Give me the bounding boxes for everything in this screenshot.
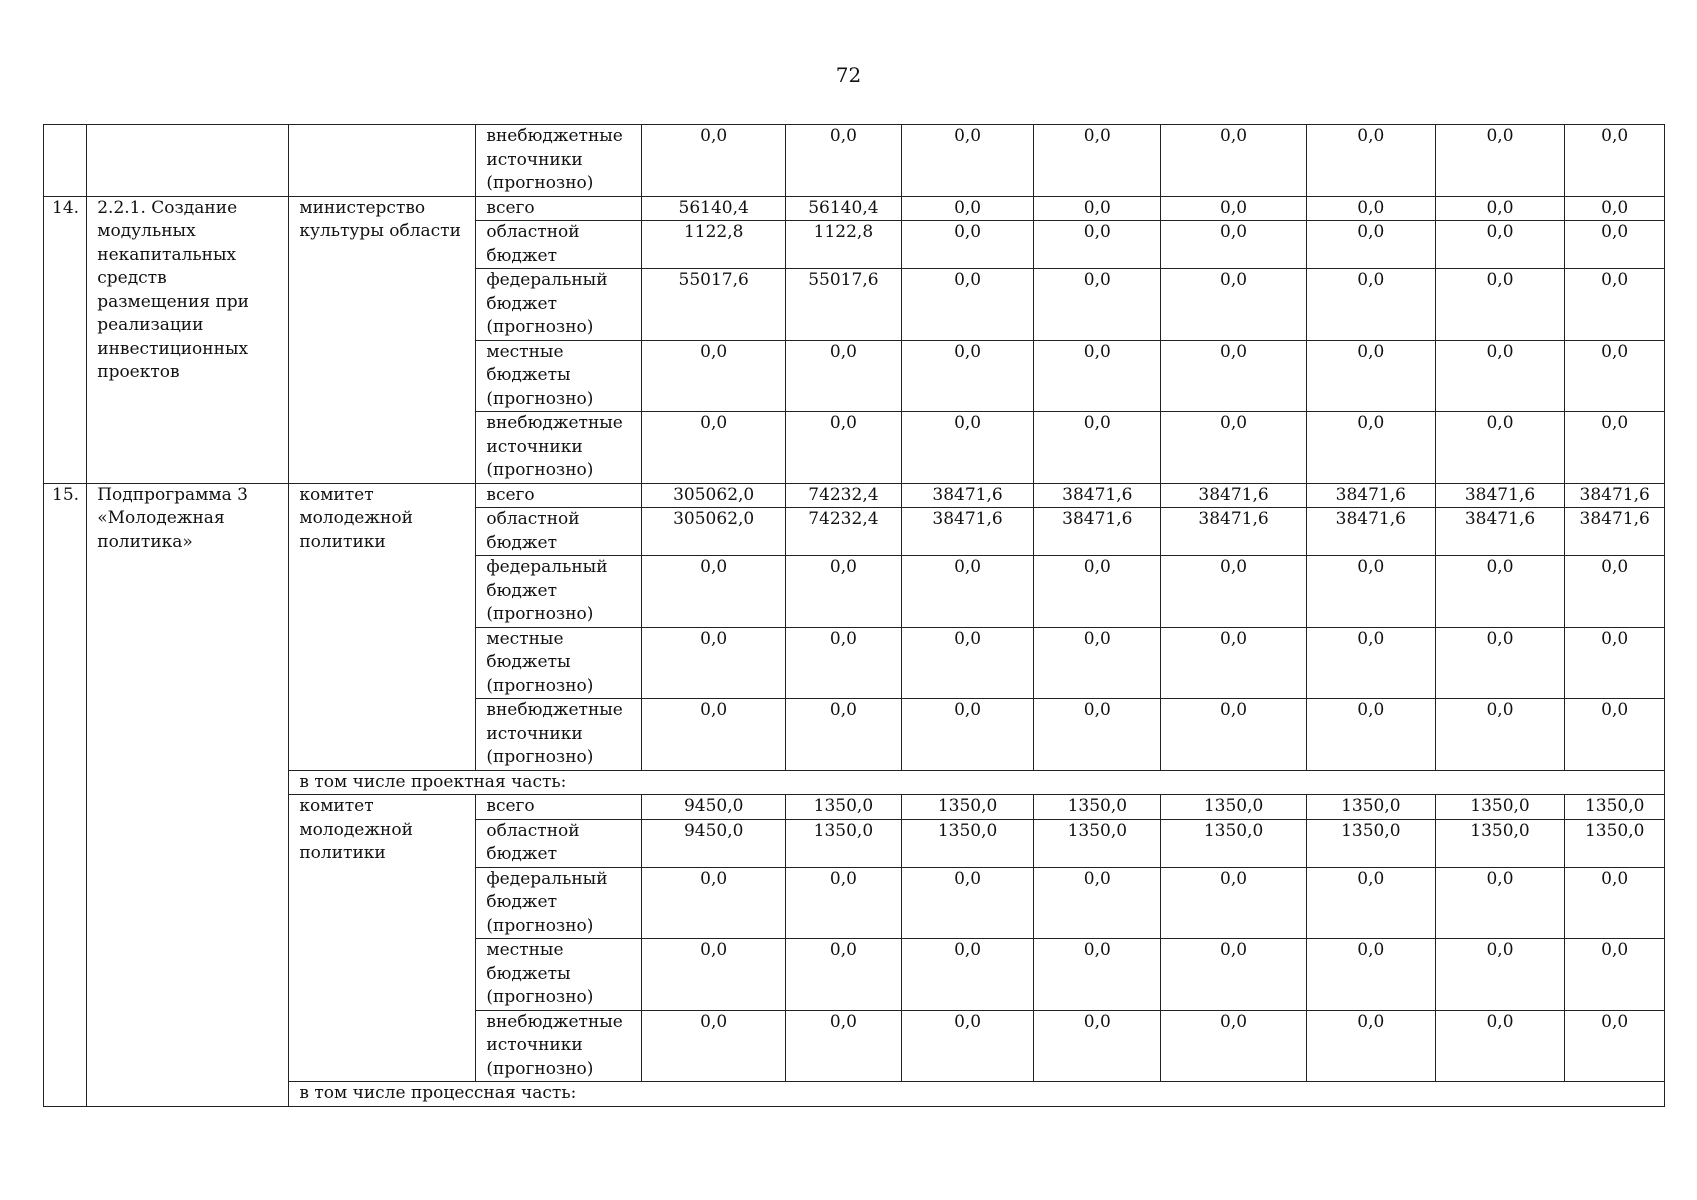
value-cell: 0,0 [786, 1010, 902, 1082]
value-cell: 0,0 [901, 699, 1034, 771]
value-cell: 0,0 [1565, 340, 1665, 412]
value-cell: 0,0 [901, 340, 1034, 412]
value-cell: 38471,6 [1034, 508, 1161, 556]
source-cell: внебюджетные источники (прогнозно) [476, 699, 642, 771]
value-cell: 0,0 [1565, 125, 1665, 197]
name-cell: Подпрограмма 3 «Молодежная политика» [87, 483, 289, 1106]
process-part-note: в том числе процессная часть: [289, 1082, 1665, 1107]
value-cell: 0,0 [1565, 627, 1665, 699]
source-cell: внебюджетные источники (прогнозно) [476, 1010, 642, 1082]
value-cell: 1350,0 [786, 795, 902, 820]
value-cell: 305062,0 [642, 483, 786, 508]
value-cell: 0,0 [901, 556, 1034, 628]
value-cell: 56140,4 [642, 196, 786, 221]
value-cell: 38471,6 [901, 508, 1034, 556]
value-cell: 55017,6 [786, 269, 902, 341]
source-cell: федеральный бюджет (прогнозно) [476, 269, 642, 341]
value-cell: 38471,6 [1565, 483, 1665, 508]
executor-cell: комитет молодежной политики [289, 795, 476, 1082]
value-cell: 0,0 [1565, 221, 1665, 269]
value-cell: 0,0 [1565, 939, 1665, 1011]
value-cell: 38471,6 [1435, 483, 1565, 508]
value-cell: 0,0 [1435, 867, 1565, 939]
value-cell: 38471,6 [901, 483, 1034, 508]
value-cell: 0,0 [901, 867, 1034, 939]
value-cell: 0,0 [786, 340, 902, 412]
value-cell: 1350,0 [786, 819, 902, 867]
value-cell: 0,0 [786, 699, 902, 771]
value-cell: 1350,0 [901, 819, 1034, 867]
value-cell: 0,0 [1306, 221, 1435, 269]
value-cell: 0,0 [642, 125, 786, 197]
value-cell: 1350,0 [1435, 819, 1565, 867]
page-number: 72 [835, 63, 862, 87]
executor-cell: комитет молодежной политики [289, 483, 476, 770]
value-cell: 56140,4 [786, 196, 902, 221]
value-cell: 0,0 [1435, 556, 1565, 628]
value-cell: 0,0 [642, 340, 786, 412]
value-cell: 0,0 [901, 412, 1034, 484]
source-cell: местные бюджеты (прогнозно) [476, 340, 642, 412]
value-cell: 0,0 [1565, 556, 1665, 628]
value-cell: 0,0 [1161, 699, 1307, 771]
value-cell: 0,0 [1306, 699, 1435, 771]
value-cell: 0,0 [786, 939, 902, 1011]
source-cell: всего [476, 483, 642, 508]
value-cell: 0,0 [1565, 412, 1665, 484]
index-cell [44, 125, 87, 197]
value-cell: 1350,0 [1034, 819, 1161, 867]
source-cell: всего [476, 196, 642, 221]
value-cell: 0,0 [901, 939, 1034, 1011]
value-cell: 0,0 [1161, 221, 1307, 269]
value-cell: 9450,0 [642, 819, 786, 867]
value-cell: 0,0 [642, 556, 786, 628]
name-cell: 2.2.1. Создание модульных некапитальных средств размещения при реализации инвестиционных проектов [87, 196, 289, 483]
value-cell: 38471,6 [1565, 508, 1665, 556]
source-cell: всего [476, 795, 642, 820]
value-cell: 0,0 [786, 412, 902, 484]
value-cell: 55017,6 [642, 269, 786, 341]
value-cell: 0,0 [1161, 196, 1307, 221]
value-cell: 0,0 [901, 125, 1034, 197]
value-cell: 0,0 [901, 221, 1034, 269]
value-cell: 0,0 [1435, 627, 1565, 699]
value-cell: 0,0 [1306, 412, 1435, 484]
value-cell: 0,0 [901, 1010, 1034, 1082]
value-cell: 1350,0 [1565, 819, 1665, 867]
value-cell: 0,0 [1034, 340, 1161, 412]
value-cell: 0,0 [1034, 196, 1161, 221]
value-cell: 0,0 [1034, 412, 1161, 484]
value-cell: 0,0 [1161, 939, 1307, 1011]
value-cell: 0,0 [1435, 340, 1565, 412]
value-cell: 0,0 [1161, 867, 1307, 939]
value-cell: 1350,0 [1306, 819, 1435, 867]
value-cell: 0,0 [901, 196, 1034, 221]
value-cell: 74232,4 [786, 483, 902, 508]
value-cell: 0,0 [1161, 125, 1307, 197]
value-cell: 0,0 [786, 556, 902, 628]
value-cell: 0,0 [642, 1010, 786, 1082]
value-cell: 0,0 [642, 412, 786, 484]
executor-cell: министерство культуры области [289, 196, 476, 483]
source-cell: федеральный бюджет (прогнозно) [476, 556, 642, 628]
source-cell: областной бюджет [476, 508, 642, 556]
value-cell: 0,0 [1034, 699, 1161, 771]
value-cell: 38471,6 [1435, 508, 1565, 556]
value-cell: 0,0 [1306, 340, 1435, 412]
value-cell: 1350,0 [1161, 819, 1307, 867]
value-cell: 0,0 [1161, 340, 1307, 412]
value-cell: 0,0 [1306, 269, 1435, 341]
value-cell: 0,0 [901, 269, 1034, 341]
value-cell: 1350,0 [1435, 795, 1565, 820]
value-cell: 0,0 [1306, 867, 1435, 939]
table-row [44, 125, 1665, 197]
value-cell: 1350,0 [1306, 795, 1435, 820]
value-cell: 1350,0 [901, 795, 1034, 820]
value-cell: 38471,6 [1306, 483, 1435, 508]
value-cell: 0,0 [1161, 269, 1307, 341]
value-cell: 0,0 [1034, 556, 1161, 628]
value-cell: 305062,0 [642, 508, 786, 556]
value-cell: 0,0 [1306, 196, 1435, 221]
value-cell: 0,0 [1565, 867, 1665, 939]
value-cell: 0,0 [1161, 627, 1307, 699]
value-cell: 38471,6 [1161, 483, 1307, 508]
value-cell: 0,0 [642, 939, 786, 1011]
value-cell: 0,0 [1034, 269, 1161, 341]
value-cell: 1122,8 [642, 221, 786, 269]
source-cell: местные бюджеты (прогнозно) [476, 627, 642, 699]
value-cell: 0,0 [1435, 269, 1565, 341]
value-cell: 0,0 [786, 125, 902, 197]
value-cell: 0,0 [1565, 1010, 1665, 1082]
value-cell: 0,0 [642, 627, 786, 699]
value-cell: 0,0 [1435, 221, 1565, 269]
value-cell: 0,0 [1306, 627, 1435, 699]
value-cell: 0,0 [1161, 556, 1307, 628]
value-cell: 0,0 [1034, 1010, 1161, 1082]
value-cell: 0,0 [786, 867, 902, 939]
value-cell: 0,0 [1034, 221, 1161, 269]
value-cell: 0,0 [1435, 412, 1565, 484]
value-cell: 0,0 [1435, 196, 1565, 221]
source-cell: федеральный бюджет (прогнозно) [476, 867, 642, 939]
budget-table [43, 124, 1665, 1107]
value-cell: 9450,0 [642, 795, 786, 820]
value-cell: 0,0 [1034, 939, 1161, 1011]
value-cell: 0,0 [1034, 627, 1161, 699]
value-cell: 0,0 [1161, 412, 1307, 484]
value-cell: 0,0 [1034, 125, 1161, 197]
source-cell: внебюджетные источники (прогнозно) [476, 412, 642, 484]
value-cell: 1350,0 [1161, 795, 1307, 820]
name-cell [87, 125, 289, 197]
value-cell: 38471,6 [1161, 508, 1307, 556]
value-cell: 0,0 [1435, 1010, 1565, 1082]
value-cell: 0,0 [1565, 699, 1665, 771]
index-cell: 14. [44, 196, 87, 483]
value-cell: 1122,8 [786, 221, 902, 269]
value-cell: 0,0 [1306, 556, 1435, 628]
value-cell: 0,0 [1435, 699, 1565, 771]
value-cell: 0,0 [642, 699, 786, 771]
value-cell: 0,0 [1306, 939, 1435, 1011]
value-cell: 0,0 [1161, 1010, 1307, 1082]
value-cell: 38471,6 [1306, 508, 1435, 556]
source-cell: областной бюджет [476, 819, 642, 867]
table-row [44, 196, 1665, 221]
value-cell: 0,0 [786, 627, 902, 699]
value-cell: 1350,0 [1034, 795, 1161, 820]
value-cell: 0,0 [901, 627, 1034, 699]
value-cell: 0,0 [1435, 125, 1565, 197]
project-part-note: в том числе проектная часть: [289, 770, 1665, 795]
source-cell: местные бюджеты (прогнозно) [476, 939, 642, 1011]
value-cell: 0,0 [642, 867, 786, 939]
executor-cell [289, 125, 476, 197]
table-row [44, 483, 1665, 508]
value-cell: 1350,0 [1565, 795, 1665, 820]
value-cell: 0,0 [1034, 867, 1161, 939]
source-cell: областной бюджет [476, 221, 642, 269]
value-cell: 0,0 [1565, 196, 1665, 221]
value-cell: 74232,4 [786, 508, 902, 556]
value-cell: 0,0 [1565, 269, 1665, 341]
value-cell: 0,0 [1306, 125, 1435, 197]
value-cell: 0,0 [1306, 1010, 1435, 1082]
value-cell: 38471,6 [1034, 483, 1161, 508]
source-cell: внебюджетные источники (прогнозно) [476, 125, 642, 197]
value-cell: 0,0 [1435, 939, 1565, 1011]
index-cell: 15. [44, 483, 87, 1106]
